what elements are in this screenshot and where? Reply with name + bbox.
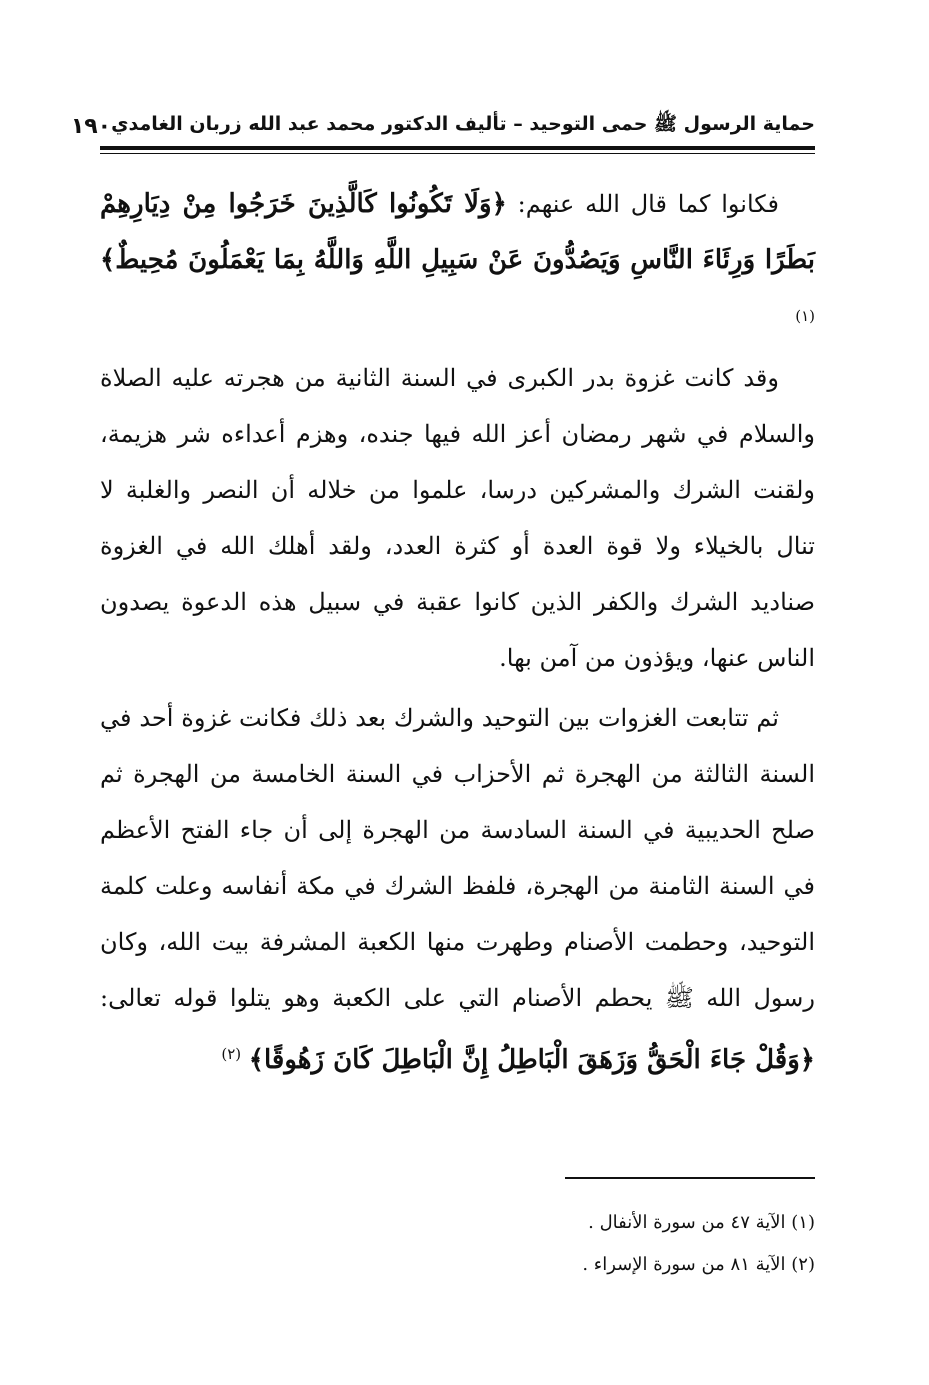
page-number: ١٩٠ [70, 113, 112, 139]
main-text [100, 176, 815, 1088]
footnote-separator [565, 1177, 815, 1179]
footnote-1: (١) الآية ٤٧ من سورة الأنفال . [588, 1212, 815, 1233]
paragraph-3 [100, 690, 815, 1088]
footnotes [100, 1202, 815, 1286]
running-header [70, 108, 815, 144]
quran-verse-1: ﴿وَلَا تَكُونُوا كَالَّذِينَ خَرَجُوا مِنْ دِيَارِهِمْ بَطَرًا وَرِئَاءَ النَّاسِ وَيَصُدُّونَ عَنْ سَبِيلِ اللَّهِ وَاللَّهُ بِمَا يَعْمَلُونَ مُحِيطٌ﴾ [100, 189, 815, 275]
header-rule-thin [100, 153, 815, 154]
paragraph-2: وقد كانت غزوة بدر الكبرى في السنة الثانية من هجرته عليه الصلاة والسلام في شهر رمضان أعز الله فيها جنده، وهزم أعداءه شر هزيمة، ولقنت الشرك والمشركين درسا، علموا من خلاله أن النصر والغلبة لا تنال بالخيلاء ولا قوة العدة أو كثرة العدد، ولقد أهلك الله في الغزوة صناديد الشرك والكفر الذين كانوا عقبة في سبيل هذه الدعوة يصدون الناس عنها، ويؤذون من آمن بها. [100, 364, 815, 672]
paragraph-3-text: ثم تتابعت الغزوات بين التوحيد والشرك بعد ذلك فكانت غزوة أحد في السنة الثالثة من الهجرة ثم الأحزاب في السنة الخامسة من الهجرة ثم صلح الحديبية في السنة السادسة من الهجرة إلى أن جاء الفتح الأعظم في السنة الثامنة من الهجرة، فلفظ الشرك في مكة أنفاسه وعلت كلمة التوحيد، وحطمت الأصنام وطهرت منها الكعبة المشرفة بيت الله، وكان رسول الله ﷺ يحطم الأصنام التي على الكعبة وهو يتلوا قوله تعالى: [100, 704, 816, 1012]
footnote-ref-1: (١) [795, 307, 815, 325]
running-title: حماية الرسول ﷺ حمى التوحيد – تأليف الدكتور محمد عبد الله زربان الغامدي [111, 113, 815, 135]
footnote-ref-2: (٢) [221, 1045, 242, 1063]
quran-verse-2: ﴿وَقُلْ جَاءَ الْحَقُّ وَزَهَقَ الْبَاطِلُ إِنَّ الْبَاطِلَ كَانَ زَهُوقًا﴾ [248, 1045, 815, 1075]
header-rule-thick [100, 146, 815, 150]
paragraph-1-intro: فكانوا كما قال الله عنهم: [506, 190, 779, 218]
footnote-2: (٢) الآية ٨١ من سورة الإسراء . [582, 1254, 815, 1275]
paragraph-1 [100, 176, 815, 350]
